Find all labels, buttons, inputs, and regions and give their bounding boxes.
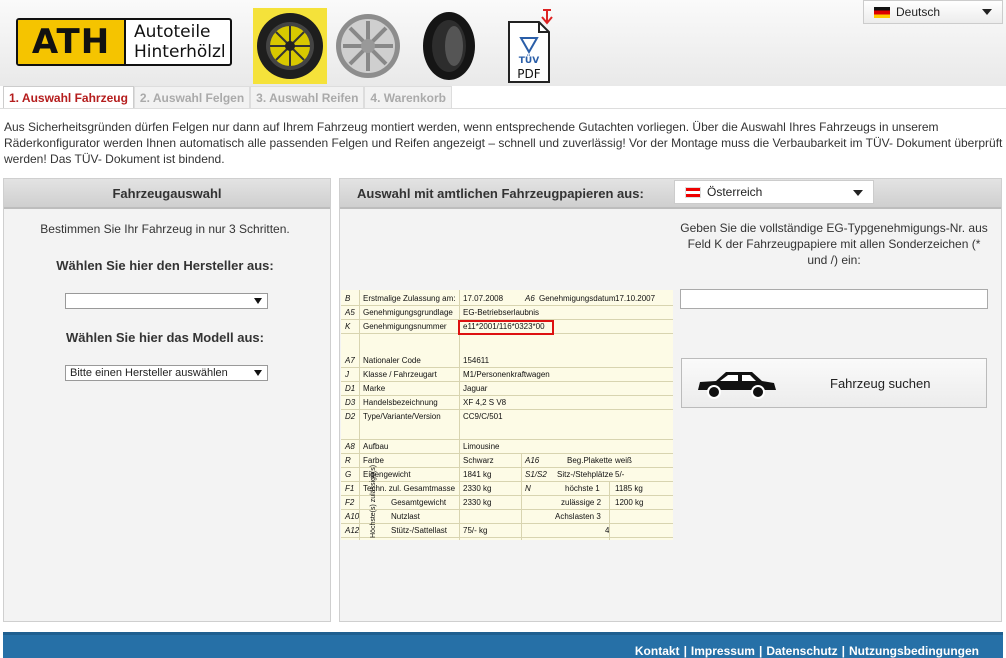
search-vehicle-label: Fahrzeug suchen xyxy=(830,376,931,391)
model-select-value: Bitte einen Hersteller auswählen xyxy=(70,367,228,379)
tab-auswahl-reifen[interactable]: 3. Auswahl Reifen xyxy=(250,86,364,108)
tab-warenkorb[interactable]: 4. Warenkorb xyxy=(364,86,452,108)
chevron-down-icon xyxy=(853,190,863,196)
german-flag-icon xyxy=(874,7,890,18)
doc-row: A8 Aufbau Limousine xyxy=(341,440,673,454)
vehicle-selection-panel xyxy=(3,178,331,622)
footer-link-kontakt[interactable]: Kontakt xyxy=(634,644,680,658)
footer-link-impressum[interactable]: Impressum xyxy=(690,644,755,658)
footer-links: Kontakt | Impressum | Datenschutz | Nutzungsbedingungen xyxy=(634,644,979,658)
tab-divider xyxy=(0,108,1006,109)
doc-row: D3 Handelsbezeichnung XF 4,2 S V8 xyxy=(341,396,673,410)
ath-logo[interactable] xyxy=(16,18,232,66)
tuv-pdf-icon[interactable] xyxy=(492,8,566,84)
country-select[interactable] xyxy=(674,180,874,204)
austrian-flag-icon xyxy=(685,187,701,198)
model-label: Wählen Sie hier das Modell aus: xyxy=(66,330,264,345)
language-label: Deutsch xyxy=(896,5,941,19)
type-approval-instruction: Geben Sie die vollständige EG-Typgenehmigungs-Nr. aus Feld K der Fahrzeugpapiere mit allen Sonderzeichen (* und /) ein: xyxy=(680,221,988,267)
language-select[interactable] xyxy=(863,0,1003,24)
nav-vehicle-rim-icon[interactable] xyxy=(253,8,327,84)
doc-row: D2 Type/Variante/Version CC9/C/501 xyxy=(341,410,673,440)
logo-line-1: Autoteile xyxy=(134,22,211,42)
model-select[interactable] xyxy=(65,365,268,381)
country-label: Österreich xyxy=(707,185,763,199)
manufacturer-label: Wählen Sie hier den Hersteller aus: xyxy=(56,258,274,273)
doc-row: F1 Techn. zul. Gesamtmasse 2330 kg N höchste 1 1185 kg xyxy=(341,482,673,496)
doc-row: A12 Stütz-/Sattellast 75/- kg 4 xyxy=(341,524,673,538)
manufacturer-select[interactable] xyxy=(65,293,268,309)
footer-link-datenschutz[interactable]: Datenschutz xyxy=(766,644,838,658)
logo-company-name xyxy=(126,20,230,64)
doc-row: F2 Gesamtgewicht 2330 kg zulässige 2 1200 kg xyxy=(341,496,673,510)
footer-link-nutzungsbedingungen[interactable]: Nutzungsbedingungen xyxy=(849,644,979,658)
doc-row: A7 Nationaler Code 154611 xyxy=(341,354,673,368)
logo-line-2: Hinterhölzl xyxy=(134,42,226,62)
doc-row: G Eigengewicht 1841 kg S1/S2 Sitz-/Stehplätze 5/- xyxy=(341,468,673,482)
tab-auswahl-fahrzeug[interactable]: 1. Auswahl Fahrzeug xyxy=(3,86,134,108)
header xyxy=(0,0,1006,86)
chevron-down-icon xyxy=(254,298,262,304)
chevron-down-icon xyxy=(254,370,262,376)
doc-row: J Klasse / Fahrzeugart M1/Personenkraftwagen xyxy=(341,368,673,382)
vehicle-papers-title: Auswahl mit amtlichen Fahrzeugpapieren aus: xyxy=(340,179,1001,209)
doc-row: K Genehmigungsnummer e11*2001/116*0323*00 xyxy=(341,320,673,334)
doc-row: D1 Marke Jaguar xyxy=(341,382,673,396)
doc-vertical-label: Höchste(s) zulässige(s) xyxy=(370,464,377,538)
nav-tires-icon[interactable] xyxy=(412,8,486,84)
footer xyxy=(3,632,1003,658)
pdf-text: PDF xyxy=(517,67,541,81)
doc-row: A5 Genehmigungsgrundlage EG-Betriebserlaubnis xyxy=(341,306,673,320)
doc-row: B Erstmalige Zulassung am: 17.07.2008 A6 Genehmigungsdatum 17.10.2007 xyxy=(341,292,673,306)
intro-text: Aus Sicherheitsgründen dürfen Felgen nur dann auf Ihrem Fahrzeug montiert werden, wenn entsprechende Gutachten vorliegen. Über die Auswahl Ihres Fahrzeugs in unserem Räderkonfigurator werden Ihnen automatisch alle passenden Felgen und Reifen angezeigt – schnell und zuverlässig! Vor der Montage muss die Verbaubarkeit im TÜV- Dokument überprüft werden! Das TÜV- Dokument ist bindend. xyxy=(4,120,1003,166)
logo-brand: ATH xyxy=(18,20,126,64)
step-tabs xyxy=(3,86,452,108)
doc-row: R Farbe Schwarz A16 Beg.Plakette weiß xyxy=(341,454,673,468)
vehicle-selection-title: Fahrzeugauswahl xyxy=(4,179,330,209)
type-approval-number-input[interactable] xyxy=(680,289,988,309)
doc-row: A10 Nutzlast Achslasten 3 xyxy=(341,510,673,524)
tuv-text: TÜV xyxy=(518,56,540,66)
tab-auswahl-felgen[interactable]: 2. Auswahl Felgen xyxy=(134,86,250,108)
type-approval-number-highlight xyxy=(458,320,554,335)
nav-rims-icon[interactable] xyxy=(331,8,405,84)
car-icon xyxy=(696,368,778,400)
search-vehicle-button[interactable] xyxy=(681,358,987,408)
chevron-down-icon xyxy=(982,9,992,15)
steps-text: Bestimmen Sie Ihr Fahrzeug in nur 3 Schritten. xyxy=(40,222,290,236)
